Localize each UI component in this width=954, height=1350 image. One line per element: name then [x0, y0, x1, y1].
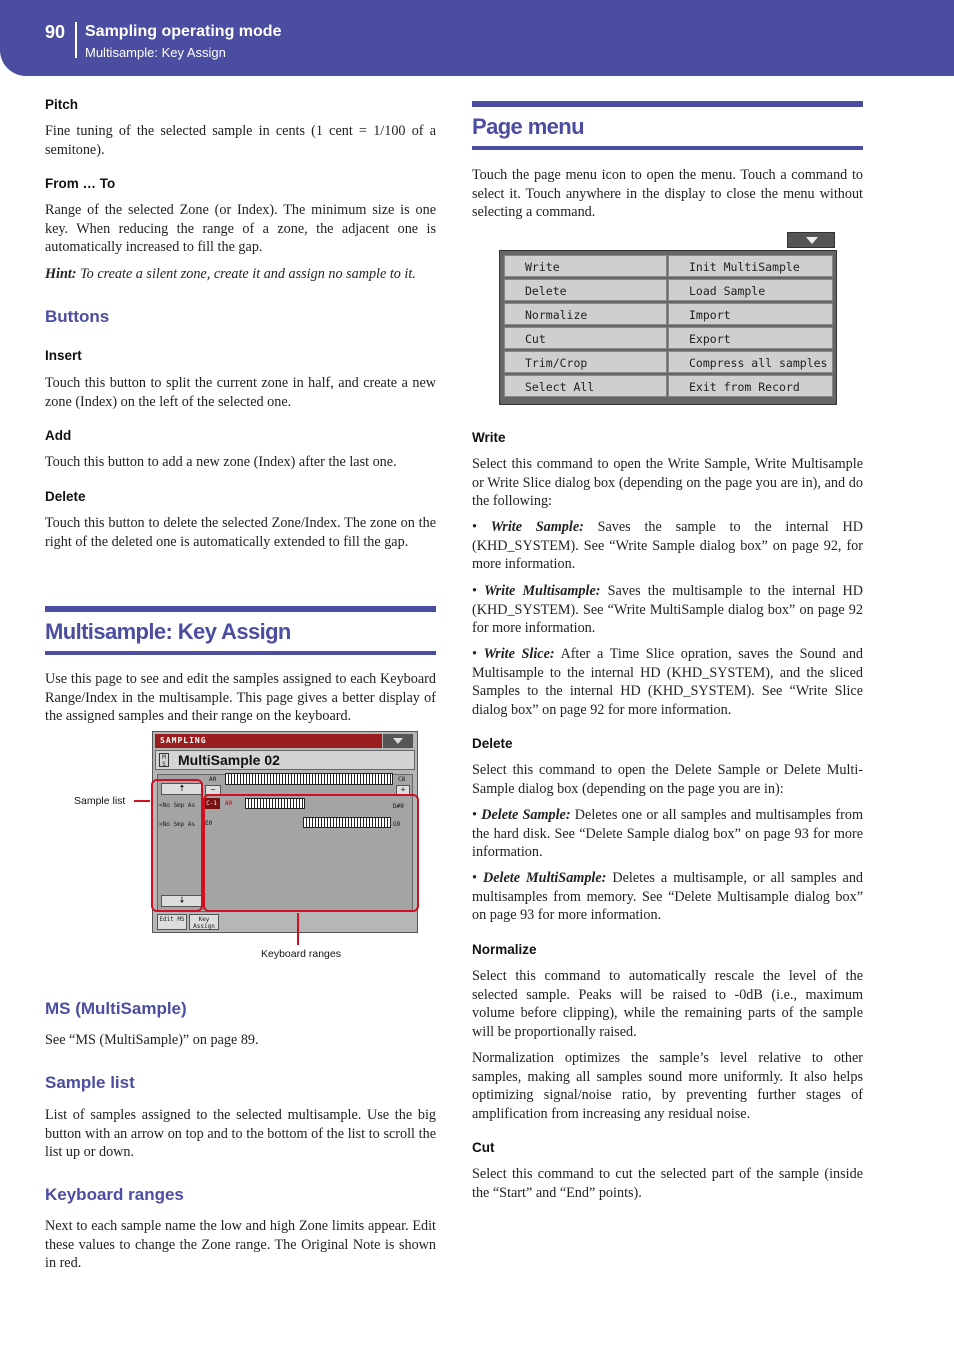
add-text: Touch this button to add a new zone (Index) after the last one. — [45, 454, 397, 470]
plus-button[interactable]: + — [396, 785, 410, 795]
hint-text — [45, 265, 436, 284]
row2-high-value[interactable]: G9 — [393, 821, 401, 828]
keyassign-heading: Multisample: Key Assign — [45, 619, 291, 644]
fromto-heading: From … To — [45, 176, 116, 191]
sample-list-pointer — [134, 800, 150, 802]
write-slice-bullet: • Write Slice: After a Time Slice opration, saves the Sound and Multisample to the internal HD (KHD_SYSTEM), and the sliced Samples to the internal HD (KHD_SYSTEM). See “Write Slice dialog box” on page 92 for more information. — [472, 646, 864, 718]
menu-item-write[interactable]: Write — [504, 255, 667, 277]
menu-item-load-sample[interactable]: Load Sample — [668, 279, 833, 301]
top-left-note: A0 — [209, 776, 217, 783]
key-assign-screenshot — [152, 731, 418, 933]
keyassign-text: Use this page to see and edit the samples assigned to each Keyboard Range/Index in the multisample. This page gives a better display of the assigned samples and their range on the keyboard. — [45, 671, 436, 725]
normalize-heading: Normalize — [472, 942, 537, 957]
menu-item-delete[interactable]: Delete — [504, 279, 667, 301]
row1-high-value[interactable]: D#0 — [393, 803, 404, 810]
delete-cmd-text: Select this command to open the Delete Sample or Delete Multi-Sample dialog box (depending on the page you are in): — [472, 762, 863, 797]
section-title: Multisample: Key Assign — [85, 45, 226, 60]
write-multisample-bullet: • Write Multisample: Saves the multisample to the internal HD (KHD_SYSTEM). See “Write MultiSample dialog box” on page 92 for more information. — [472, 583, 864, 637]
hint-body: To create a silent zone, create it and assign no sample to it. — [76, 266, 416, 282]
page-menu-screenshot — [499, 231, 837, 405]
cut-text: Select this command to cut the selected part of the sample (inside the “Start” and “End” points). — [472, 1166, 863, 1201]
normalize-text-2: Normalization optimizes the sample’s level relative to other samples, making all samples sound more uniformly. It also helps optimizing signal/noise ratio, by preventing further stages of amplification from increasing any residual noise. — [472, 1050, 863, 1122]
normalize-text-1: Select this command to automatically rescale the level of the selected sample. Peaks will be raised to -0dB (i.e., maximum volume before clipping), while the remaining parts of the sample will be proportionally raised. — [472, 968, 863, 1040]
delete-sample-bullet: • Delete Sample: Deletes one or all samples and multisamples from the hard disk. See “Delete Sample dialog box” on page 93 for more information. — [472, 807, 863, 861]
sample-row-1-name[interactable]: <No Smp As — [159, 802, 196, 809]
delete-multisample-bullet: • Delete MultiSample: Deletes a multisample, or all samples and multisamples from memory. See “Delete Multisample dialog box” on page 93 for more information. — [472, 870, 864, 924]
fromto-text: Range of the selected Zone (or Index). The minimum size is one key. When reducing the range of a zone, the adjacent one is automatically increased to fill the gap. — [45, 202, 436, 256]
write-sample-bullet: • Write Sample: Saves the sample to the internal HD (KHD_SYSTEM). See “Write Sample dialog box” on page 92, for more information. — [472, 519, 864, 573]
delete-text: Touch this button to delete the selected Zone/Index. The zone on the right of the deleted one is automatically extended to fill the gap. — [45, 515, 436, 550]
arrow-down-icon: 🠇 — [179, 896, 185, 906]
pagemenu-heading-box — [472, 101, 863, 150]
caption-sample-list: Sample list — [74, 795, 126, 807]
pagemenu-heading: Page menu — [472, 114, 584, 139]
pitch-heading: Pitch — [45, 97, 79, 112]
menu-item-compress-all[interactable]: Compress all samples — [668, 351, 833, 373]
kb-ranges-pointer — [297, 913, 299, 945]
row1-low-value[interactable]: C-1 — [203, 798, 220, 809]
row2-low-value[interactable]: E0 — [205, 820, 213, 827]
buttons-heading: Buttons — [45, 307, 110, 326]
row1-original-note: A0 — [225, 800, 233, 807]
chevron-down-icon — [393, 738, 403, 744]
hint-label: Hint: — [45, 266, 77, 282]
page-menu-list — [499, 250, 837, 405]
menu-item-export[interactable]: Export — [668, 327, 833, 349]
tab-edit-ms[interactable]: Edit MS — [157, 914, 187, 930]
write-heading: Write — [472, 430, 506, 445]
samplelist-text: List of samples assigned to the selected multisample. Use the big button with an arrow on top and to the bottom of the list to scroll the list up or down. — [45, 1107, 436, 1161]
add-heading: Add — [45, 428, 72, 443]
multisample-name: MultiSample 02 — [178, 752, 280, 768]
kbranges-heading: Keyboard ranges — [45, 1185, 184, 1204]
menu-item-trim-crop[interactable]: Trim/Crop — [504, 351, 667, 373]
header-separator — [75, 22, 77, 58]
caption-keyboard-ranges: Keyboard ranges — [261, 948, 341, 960]
chapter-title: Sampling operating mode — [85, 23, 282, 40]
pagemenu-text: Touch the page menu icon to open the menu. Touch a command to select it. Touch anywhere in the display to close the menu without selecting a command. — [472, 167, 863, 221]
keyassign-heading-box — [45, 606, 436, 655]
sample-row-2-name[interactable]: <No Smp As — [159, 821, 196, 828]
insert-heading: Insert — [45, 348, 82, 363]
ms-heading: MS (MultiSample) — [45, 999, 187, 1018]
chevron-down-icon — [806, 237, 818, 244]
keyboard-graphic — [225, 773, 393, 785]
page-menu-button[interactable] — [383, 734, 413, 748]
ms-text: See “MS (MultiSample)” on page 89. — [45, 1032, 259, 1048]
sampling-title-bar: SAMPLING — [155, 734, 382, 748]
menu-item-normalize[interactable]: Normalize — [504, 303, 667, 325]
pitch-text: Fine tuning of the selected sample in cents (1 cent = 1/100 of a semitone). — [45, 123, 436, 158]
multisample-selector[interactable] — [155, 750, 415, 770]
page-header — [0, 0, 954, 76]
tab-key-assign[interactable]: Key Assign — [189, 914, 219, 930]
arrow-up-icon: 🠅 — [179, 784, 185, 794]
ms-badge: M S — [159, 753, 169, 767]
menu-item-exit-from-record[interactable]: Exit from Record — [668, 375, 833, 397]
sample-list-highlight — [151, 779, 203, 912]
menu-item-cut[interactable]: Cut — [504, 327, 667, 349]
menu-item-select-all[interactable]: Select All — [504, 375, 667, 397]
kbranges-text: Next to each sample name the low and high Zone limits appear. Edit these values to change the Zone range. The Original Note is shown in red. — [45, 1218, 436, 1272]
cut-heading: Cut — [472, 1140, 495, 1155]
keyboard-ranges-highlight — [203, 794, 419, 912]
samplelist-heading: Sample list — [45, 1073, 135, 1092]
delete-heading: Delete — [45, 489, 86, 504]
page-menu-icon[interactable] — [787, 232, 835, 248]
menu-item-import[interactable]: Import — [668, 303, 833, 325]
delete-cmd-heading: Delete — [472, 736, 513, 751]
menu-item-init-multisample[interactable]: Init MultiSample — [668, 255, 833, 277]
insert-text: Touch this button to split the current zone in half, and create a new zone (Index) on the left of the selected one. — [45, 375, 436, 410]
top-right-note: C8 — [398, 776, 406, 783]
minus-button[interactable]: − — [205, 785, 221, 795]
page-number: 90 — [45, 22, 66, 42]
write-text: Select this command to open the Write Sample, Write Multisample or Write Slice dialog box (depending on the page you are in), and do the following: — [472, 456, 863, 510]
